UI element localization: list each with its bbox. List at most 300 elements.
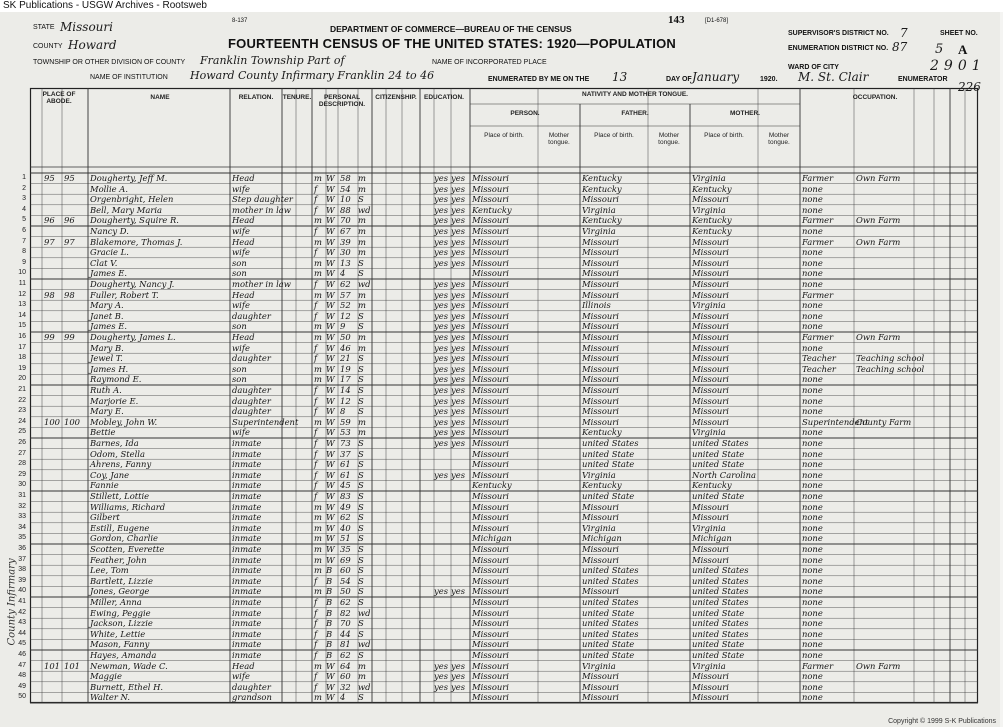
cell-mar: wd [358, 607, 371, 618]
cell-fpob: Missouri [582, 544, 619, 554]
cell-mpob: Missouri [692, 501, 729, 512]
state-label: STATE [33, 24, 55, 31]
cell-race: W [326, 544, 335, 554]
cell-name: Janet B. [90, 310, 124, 321]
pob-label-person: Place of birth. [484, 132, 524, 139]
cell-fpob: united States [582, 575, 639, 586]
cell-wr: yes [451, 215, 465, 226]
cell-age: 40 [340, 522, 351, 533]
cell-mpob: Missouri [692, 279, 729, 289]
cell-name: Jackson, Lizzie [90, 618, 153, 629]
cell-rel: inmate [232, 575, 262, 586]
cell-mar: S [358, 363, 364, 374]
cell-sex: m [314, 565, 322, 576]
cell-fpob: Missouri [582, 247, 619, 258]
cell-dw [44, 682, 62, 693]
cell-occ: none [802, 671, 823, 682]
cell-occ: Teacher [802, 353, 836, 364]
cell-dw [44, 396, 62, 407]
cell-mar: m [358, 300, 366, 311]
column-group-name: NAME [150, 94, 170, 101]
cell-dw [44, 364, 62, 375]
cell-occ: none [802, 300, 823, 311]
cell-race: W [326, 332, 335, 342]
cell-pob: Missouri [472, 650, 509, 660]
cell-mpob: united State [692, 448, 745, 459]
cell-race: W [326, 681, 335, 692]
cell-pob: Missouri [472, 300, 509, 311]
cell-ind [856, 194, 912, 205]
cell-rel: inmate [232, 586, 262, 597]
cell-wr: yes [451, 300, 465, 311]
line-number: 15 [18, 322, 26, 330]
cell-mar: m [358, 215, 366, 226]
cell-dw [44, 629, 62, 640]
cell-rel: inmate [232, 522, 262, 533]
cell-ind [856, 639, 912, 650]
cell-sex: f [314, 438, 318, 448]
table-row [18, 586, 978, 597]
cell-rd: yes [434, 427, 448, 438]
cell-dw [44, 523, 62, 534]
cell-occ: none [802, 565, 823, 576]
cell-dw [44, 586, 62, 597]
cell-age: 62 [340, 650, 351, 660]
table-row [18, 342, 978, 354]
cell-fam [64, 459, 86, 470]
cell-dw [44, 438, 62, 449]
cell-age: 62 [340, 512, 351, 523]
column-group-personal: PERSONAL DESCRIPTION. [318, 94, 366, 108]
cell-age: 51 [340, 533, 351, 544]
cell-mpob: Missouri [692, 310, 729, 321]
cell-fpob: Missouri [582, 406, 619, 417]
cell-dw [44, 576, 62, 587]
cell-race: W [326, 522, 335, 533]
cell-dw [44, 597, 62, 608]
cell-race: W [326, 660, 335, 671]
cell-age: 88 [340, 204, 351, 215]
margin-number-2: 226 [958, 80, 981, 94]
cell-pob: Missouri [472, 257, 509, 268]
cell-age: 73 [340, 438, 351, 448]
cell-fpob: Kentucky [582, 173, 622, 183]
cell-name: White, Lettie [90, 628, 146, 639]
cell-ind [856, 406, 912, 417]
cell-dw [44, 374, 62, 385]
cell-sex: f [314, 385, 318, 395]
cell-occ: none [802, 469, 823, 480]
cell-rel: grandson [232, 692, 272, 703]
cell-sex: f [314, 618, 318, 629]
table-row [18, 353, 978, 364]
cell-ind: Teaching school [856, 363, 925, 374]
cell-fpob: Kentucky [582, 427, 622, 438]
cell-occ: none [802, 681, 823, 692]
cell-age: 54 [340, 575, 351, 586]
cell-rel: inmate [232, 650, 262, 660]
cell-name: Fannie [90, 480, 119, 491]
cell-mar: S [358, 257, 364, 268]
cell-ind [856, 523, 912, 534]
cell-dw [44, 300, 62, 311]
line-number: 2 [22, 184, 26, 192]
cell-pob: Missouri [472, 459, 509, 470]
cell-occ: none [802, 575, 823, 586]
cell-fpob: Kentucky [582, 183, 622, 194]
cell-race: B [326, 565, 333, 576]
cell-occ: Farmer [802, 215, 834, 226]
cell-race: B [326, 575, 333, 586]
cell-rd [434, 576, 450, 587]
cell-wr: yes [451, 247, 465, 258]
cell-fpob: united State [582, 459, 635, 470]
cell-mar: m [358, 427, 366, 438]
cell-sex: m [314, 586, 322, 597]
cell-rel: Head [232, 289, 255, 300]
cell-wr [451, 449, 467, 460]
cell-name: Bartlett, Lizzie [90, 575, 153, 586]
cell-mpob: Kentucky [692, 215, 732, 226]
cell-dw [44, 353, 62, 364]
cell-age: 32 [340, 681, 351, 692]
cell-name: Burnett, Ethel H. [90, 681, 164, 692]
cell-mpob: united State [692, 639, 745, 650]
table-row [22, 257, 978, 269]
line-number: 49 [18, 682, 26, 690]
cell-sex: f [314, 459, 318, 470]
cell-fam: 97 [64, 236, 75, 247]
cell-wr [451, 608, 467, 619]
line-number: 40 [18, 587, 26, 595]
cell-fpob: united States [582, 618, 639, 629]
cell-fam [64, 449, 86, 460]
cell-rd [434, 480, 450, 491]
cell-rd: yes [434, 385, 448, 395]
cell-occ: none [802, 692, 823, 703]
column-group-occupation: OCCUPATION. [852, 94, 898, 101]
line-number: 28 [18, 460, 26, 468]
cell-mpob: Virginia [692, 660, 726, 671]
cell-pob: Missouri [472, 681, 509, 692]
cell-rd: yes [434, 226, 448, 236]
line-number: 50 [18, 693, 26, 701]
cell-race: W [326, 257, 335, 268]
cell-pob: Missouri [472, 173, 509, 183]
cell-name: Stillett, Lottie [90, 491, 150, 501]
cell-rd: yes [434, 279, 448, 289]
cell-mpob: Missouri [692, 671, 729, 682]
cell-rd: yes [434, 660, 448, 671]
cell-age: 13 [340, 257, 351, 268]
cell-occ: none [802, 544, 823, 554]
cell-rel: inmate [232, 554, 262, 565]
cell-rd [434, 639, 450, 650]
cell-mpob: Missouri [692, 406, 729, 417]
cell-race: W [326, 247, 335, 258]
cell-ind [856, 438, 912, 449]
cell-fam [64, 555, 86, 566]
table-row [18, 501, 978, 513]
cell-rd: yes [434, 289, 448, 300]
cell-sex: m [314, 544, 322, 554]
cell-age: 17 [340, 374, 351, 385]
cell-wr: yes [451, 289, 465, 300]
cell-mar: S [358, 480, 364, 491]
cell-age: 12 [340, 395, 351, 406]
cell-fam [64, 226, 86, 237]
cell-ind [856, 555, 912, 566]
cell-fam [64, 385, 86, 396]
cell-race: W [326, 268, 335, 279]
cell-wr [451, 544, 467, 555]
cell-rd: yes [434, 183, 448, 194]
enumerated-label: ENUMERATED BY ME ON THE [488, 76, 590, 83]
cell-fam [64, 618, 86, 629]
line-number: 5 [22, 216, 26, 224]
cell-fpob: Missouri [582, 586, 619, 597]
cell-age: 60 [340, 671, 351, 682]
cell-mar: wd [358, 639, 371, 650]
cell-dw [44, 406, 62, 417]
cell-sex: f [314, 575, 318, 586]
enumeration-district-value: 87 [892, 40, 908, 54]
cell-fpob: Missouri [582, 395, 619, 406]
column-group-father: FATHER. [621, 110, 649, 117]
cell-mpob: Missouri [692, 681, 729, 692]
cell-sex: f [314, 300, 318, 311]
cell-fam [64, 311, 86, 322]
cell-wr: yes [451, 321, 465, 332]
cell-rel: inmate [232, 544, 262, 554]
cell-mar: S [358, 544, 364, 554]
column-group-place: PLACE OF ABODE. [42, 91, 76, 105]
cell-wr: yes [451, 183, 465, 194]
cell-race: B [326, 597, 333, 607]
line-number: 44 [18, 629, 26, 637]
cell-wr: yes [451, 332, 465, 342]
cell-mar: m [358, 173, 366, 183]
cell-dw: 100 [44, 416, 60, 427]
cell-rd [434, 608, 450, 619]
cell-pob: Missouri [472, 310, 509, 321]
cell-ind [856, 533, 912, 544]
cell-rel: daughter [232, 395, 271, 406]
cell-fpob: Missouri [582, 353, 619, 364]
cell-occ: none [802, 650, 823, 660]
cell-occ: none [802, 427, 823, 438]
cell-sex: m [314, 321, 322, 332]
line-number: 3 [22, 195, 26, 203]
cell-age: 4 [340, 692, 346, 703]
cell-wr [451, 597, 467, 608]
sheet-label: SHEET NO. [940, 30, 978, 37]
cell-race: W [326, 501, 335, 512]
cell-dw: 99 [44, 332, 55, 342]
cell-race: W [326, 279, 335, 289]
cell-race: W [326, 395, 335, 406]
cell-fpob: Missouri [582, 194, 619, 205]
cell-race: W [326, 438, 335, 448]
cell-race: W [326, 671, 335, 682]
cell-mpob: North Carolina [692, 469, 756, 480]
cell-pob: Missouri [472, 236, 509, 247]
cell-fam [64, 608, 86, 619]
cell-rel: wife [232, 226, 250, 236]
cell-age: 69 [340, 554, 351, 565]
cell-ind [856, 385, 912, 396]
cell-mar: S [358, 522, 364, 533]
cell-mpob: Michigan [692, 533, 732, 544]
cell-race: W [326, 342, 335, 353]
cell-dw [44, 671, 62, 682]
cell-mpob: Missouri [692, 342, 729, 353]
cell-name: Estill, Eugene [90, 522, 150, 533]
cell-occ: none [802, 406, 823, 417]
cell-wr: yes [451, 374, 465, 385]
cell-name: Maggie [90, 671, 122, 682]
cell-wr [451, 533, 467, 544]
cell-wr: yes [451, 671, 465, 682]
cell-fpob: Virginia [582, 226, 616, 236]
cell-fam [64, 565, 86, 576]
cell-rd [434, 692, 450, 703]
cell-occ: none [802, 512, 823, 523]
cell-sex: m [314, 268, 322, 279]
cell-fam [64, 480, 86, 491]
cell-mar: S [358, 491, 364, 501]
cell-name: Mary E. [90, 406, 124, 417]
cell-name: Mason, Fanny [90, 639, 150, 650]
cell-rd: yes [434, 438, 448, 448]
cell-fpob: Missouri [582, 332, 619, 342]
cell-ind: Own Farm [856, 660, 901, 671]
cell-rd: yes [434, 332, 448, 342]
cell-mar: S [358, 597, 364, 607]
cell-ind [856, 459, 912, 470]
table-row [18, 639, 978, 650]
cell-mar: S [358, 501, 364, 512]
cell-sex: m [314, 416, 322, 427]
cell-fpob: Missouri [582, 385, 619, 395]
table-row [18, 618, 978, 629]
cell-dw [44, 205, 62, 216]
line-number: 7 [22, 237, 26, 245]
cell-fam [64, 671, 86, 682]
cell-sex: m [314, 363, 322, 374]
cell-rd [434, 629, 450, 640]
cell-fpob: Missouri [582, 279, 619, 289]
supervisor-district-label: SUPERVISOR'S DISTRICT NO. [788, 30, 889, 37]
cell-race: W [326, 469, 335, 480]
cell-wr: yes [451, 385, 465, 395]
cell-sex: m [314, 660, 322, 671]
table-row [18, 310, 978, 322]
cell-ind [856, 427, 912, 438]
cell-name: Ruth A. [90, 385, 122, 395]
cell-name: Gracie L. [90, 247, 129, 258]
cell-mpob: united State [692, 459, 745, 470]
cell-fam: 96 [64, 215, 75, 226]
cell-sex: f [314, 406, 318, 417]
line-number: 37 [18, 555, 26, 563]
table-row [18, 469, 978, 481]
cell-fpob: Virginia [582, 204, 616, 215]
cell-fam [64, 343, 86, 354]
cell-mpob: Missouri [692, 332, 729, 342]
cell-wr [451, 650, 467, 661]
cell-race: W [326, 183, 335, 194]
cell-ind [856, 396, 912, 407]
cell-pob: Missouri [472, 512, 509, 523]
cell-race: W [326, 491, 335, 501]
cell-race: W [326, 512, 335, 523]
cell-rd: yes [434, 300, 448, 311]
cell-wr [451, 629, 467, 640]
cell-mar: S [358, 385, 364, 395]
cell-wr [451, 480, 467, 491]
cell-mpob: Virginia [692, 300, 726, 311]
cell-occ: none [802, 597, 823, 607]
line-number: 27 [18, 449, 26, 457]
cell-sex: f [314, 247, 318, 258]
cell-fam [64, 502, 86, 513]
column-group-tenure: TENURE. [282, 94, 312, 101]
cell-mar: S [358, 395, 364, 406]
table-row [18, 279, 978, 290]
cell-mar: m [358, 416, 366, 427]
cell-wr: yes [451, 469, 465, 480]
cell-mar: S [358, 586, 364, 597]
cell-dw: 95 [44, 173, 55, 183]
cell-rd: yes [434, 310, 448, 321]
cell-occ: none [802, 628, 823, 639]
cell-pob: Missouri [472, 268, 509, 279]
cell-name: Barnes, Ida [90, 438, 139, 448]
cell-pob: Missouri [472, 406, 509, 417]
cell-ind [856, 512, 912, 523]
cell-fpob: Missouri [582, 363, 619, 374]
table-row [18, 268, 978, 279]
cell-wr [451, 639, 467, 650]
cell-mpob: Missouri [692, 257, 729, 268]
cell-race: B [326, 628, 333, 639]
census-title: FOURTEENTH CENSUS OF THE UNITED STATES: 1920—POPULATION [228, 36, 676, 51]
cell-rel: son [232, 374, 247, 385]
cell-mar: S [358, 353, 364, 364]
cell-age: 67 [340, 226, 351, 236]
cell-mpob: Missouri [692, 692, 729, 703]
cell-fam [64, 396, 86, 407]
cell-fam: 99 [64, 332, 75, 342]
cell-sex: m [314, 522, 322, 533]
cell-mpob: united States [692, 586, 749, 597]
cell-race: W [326, 194, 335, 205]
ward-label: WARD OF CITY [788, 64, 839, 71]
cell-rel: Head [232, 173, 255, 183]
column-group-education: EDUCATION. [424, 94, 464, 101]
cell-race: W [326, 448, 335, 459]
cell-name: James H. [90, 363, 129, 374]
cell-fpob: Missouri [582, 374, 619, 385]
cell-sex: f [314, 491, 318, 501]
line-number: 48 [18, 672, 26, 680]
cell-race: W [326, 480, 335, 491]
cell-race: W [326, 173, 335, 183]
cell-name: Miller, Anna [90, 597, 142, 607]
cell-pob: Missouri [472, 395, 509, 406]
cell-age: 59 [340, 416, 351, 427]
